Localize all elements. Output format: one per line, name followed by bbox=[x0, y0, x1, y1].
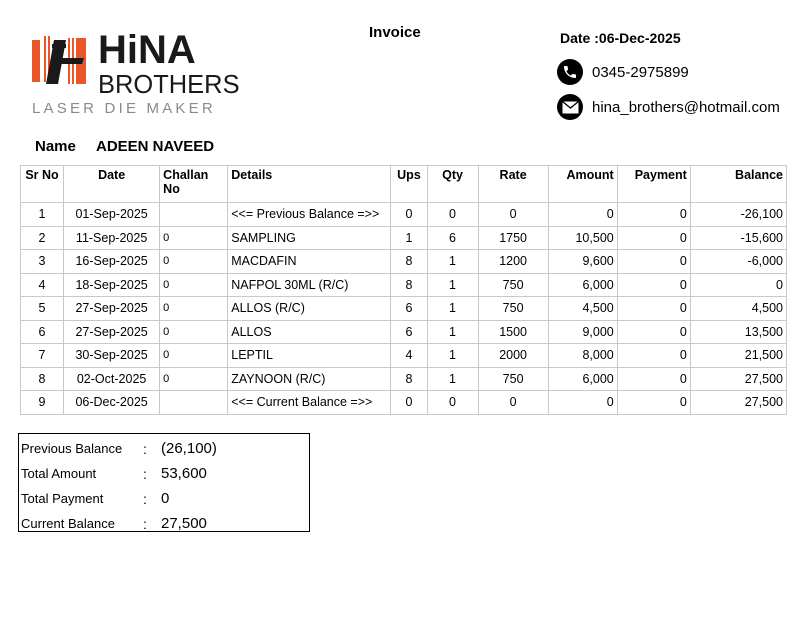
summary-value: 0 bbox=[161, 490, 170, 507]
cell-qty: 1 bbox=[427, 344, 478, 368]
cell-challan-no: 0 bbox=[160, 250, 228, 274]
company-logo bbox=[30, 28, 240, 122]
cell-amount: 8,000 bbox=[548, 344, 617, 368]
date-label: Date : bbox=[560, 30, 599, 46]
cell-details: <<= Current Balance =>> bbox=[228, 391, 391, 415]
cell-balance: 0 bbox=[690, 273, 786, 297]
cell-rate: 1750 bbox=[478, 226, 548, 250]
summary-row bbox=[19, 436, 309, 461]
table-row bbox=[21, 297, 787, 321]
cell-rate: 0 bbox=[478, 391, 548, 415]
cell-rate: 1500 bbox=[478, 320, 548, 344]
cell-rate: 750 bbox=[478, 367, 548, 391]
cell-details: SAMPLING bbox=[228, 226, 391, 250]
cell-payment: 0 bbox=[617, 367, 690, 391]
cell-sr-no: 9 bbox=[21, 391, 64, 415]
balance-summary bbox=[18, 433, 310, 532]
cell-amount: 0 bbox=[548, 203, 617, 227]
cell-details: LEPTIL bbox=[228, 344, 391, 368]
name-label: Name bbox=[35, 138, 76, 155]
cell-rate: 750 bbox=[478, 297, 548, 321]
cell-amount: 9,000 bbox=[548, 320, 617, 344]
cell-amount: 10,500 bbox=[548, 226, 617, 250]
cell-rate: 750 bbox=[478, 273, 548, 297]
customer-name-row bbox=[35, 138, 214, 155]
cell-qty: 6 bbox=[427, 226, 478, 250]
summary-label: Total Amount bbox=[21, 466, 97, 481]
cell-qty: 1 bbox=[427, 367, 478, 391]
cell-ups: 8 bbox=[391, 367, 427, 391]
invoice-date bbox=[560, 30, 681, 46]
cell-date: 01-Sep-2025 bbox=[64, 203, 160, 227]
col-header-rate: Rate bbox=[478, 166, 548, 203]
summary-value: 53,600 bbox=[161, 465, 207, 482]
cell-ups: 6 bbox=[391, 297, 427, 321]
phone-number: 0345-2975899 bbox=[592, 63, 689, 81]
table-row bbox=[21, 367, 787, 391]
summary-value: 27,500 bbox=[161, 515, 207, 532]
summary-label: Current Balance bbox=[21, 516, 115, 531]
cell-challan-no bbox=[160, 203, 228, 227]
summary-label: Total Payment bbox=[21, 491, 104, 506]
cell-challan-no: 0 bbox=[160, 273, 228, 297]
cell-amount: 0 bbox=[548, 391, 617, 415]
col-header-amount: Amount bbox=[548, 166, 617, 203]
cell-payment: 0 bbox=[617, 273, 690, 297]
logo-subtitle: BROTHERS bbox=[98, 69, 240, 99]
summary-row bbox=[19, 461, 309, 486]
cell-sr-no: 8 bbox=[21, 367, 64, 391]
cell-payment: 0 bbox=[617, 297, 690, 321]
cell-balance: 27,500 bbox=[690, 367, 786, 391]
cell-sr-no: 3 bbox=[21, 250, 64, 274]
cell-qty: 0 bbox=[427, 203, 478, 227]
summary-row bbox=[19, 511, 309, 536]
cell-ups: 8 bbox=[391, 250, 427, 274]
logo-title: HiNA bbox=[98, 28, 196, 72]
cell-balance: 13,500 bbox=[690, 320, 786, 344]
cell-rate: 0 bbox=[478, 203, 548, 227]
cell-challan-no: 0 bbox=[160, 344, 228, 368]
phone-contact bbox=[557, 59, 689, 85]
cell-sr-no: 4 bbox=[21, 273, 64, 297]
cell-sr-no: 2 bbox=[21, 226, 64, 250]
col-header-challan-no: Challan No bbox=[160, 166, 228, 203]
table-row bbox=[21, 344, 787, 368]
cell-payment: 0 bbox=[617, 320, 690, 344]
cell-ups: 1 bbox=[391, 226, 427, 250]
document-title: Invoice bbox=[369, 24, 421, 41]
cell-payment: 0 bbox=[617, 391, 690, 415]
cell-challan-no: 0 bbox=[160, 226, 228, 250]
cell-qty: 1 bbox=[427, 250, 478, 274]
cell-date: 11-Sep-2025 bbox=[64, 226, 160, 250]
cell-qty: 1 bbox=[427, 320, 478, 344]
cell-balance: 27,500 bbox=[690, 391, 786, 415]
date-value: 06-Dec-2025 bbox=[598, 30, 681, 46]
cell-date: 16-Sep-2025 bbox=[64, 250, 160, 274]
cell-details: <<= Previous Balance =>> bbox=[228, 203, 391, 227]
cell-amount: 9,600 bbox=[548, 250, 617, 274]
cell-qty: 1 bbox=[427, 297, 478, 321]
cell-balance: 21,500 bbox=[690, 344, 786, 368]
cell-payment: 0 bbox=[617, 226, 690, 250]
col-header-qty: Qty bbox=[427, 166, 478, 203]
cell-challan-no: 0 bbox=[160, 297, 228, 321]
cell-date: 02-Oct-2025 bbox=[64, 367, 160, 391]
cell-details: NAFPOL 30ML (R/C) bbox=[228, 273, 391, 297]
cell-amount: 6,000 bbox=[548, 273, 617, 297]
cell-qty: 0 bbox=[427, 391, 478, 415]
cell-challan-no bbox=[160, 391, 228, 415]
cell-payment: 0 bbox=[617, 203, 690, 227]
summary-colon: : bbox=[143, 490, 147, 507]
cell-ups: 4 bbox=[391, 344, 427, 368]
cell-date: 06-Dec-2025 bbox=[64, 391, 160, 415]
summary-label: Previous Balance bbox=[21, 441, 123, 456]
cell-date: 27-Sep-2025 bbox=[64, 320, 160, 344]
cell-date: 30-Sep-2025 bbox=[64, 344, 160, 368]
col-header-balance: Balance bbox=[690, 166, 786, 203]
logo-mark-icon bbox=[32, 34, 90, 88]
cell-balance: -15,600 bbox=[690, 226, 786, 250]
phone-icon bbox=[557, 59, 583, 85]
envelope-icon bbox=[557, 94, 583, 120]
cell-challan-no: 0 bbox=[160, 320, 228, 344]
cell-details: MACDAFIN bbox=[228, 250, 391, 274]
cell-sr-no: 6 bbox=[21, 320, 64, 344]
col-header-date: Date bbox=[64, 166, 160, 203]
cell-balance: 4,500 bbox=[690, 297, 786, 321]
cell-amount: 4,500 bbox=[548, 297, 617, 321]
summary-colon: : bbox=[143, 515, 147, 532]
table-row bbox=[21, 250, 787, 274]
cell-date: 27-Sep-2025 bbox=[64, 297, 160, 321]
col-header-details: Details bbox=[228, 166, 391, 203]
cell-details: ALLOS (R/C) bbox=[228, 297, 391, 321]
table-row bbox=[21, 226, 787, 250]
cell-sr-no: 7 bbox=[21, 344, 64, 368]
table-row bbox=[21, 391, 787, 415]
col-header-sr-no: Sr No bbox=[21, 166, 64, 203]
table-row bbox=[21, 203, 787, 227]
invoice-table bbox=[20, 165, 787, 415]
table-row bbox=[21, 273, 787, 297]
col-header-ups: Ups bbox=[391, 166, 427, 203]
cell-balance: -6,000 bbox=[690, 250, 786, 274]
cell-details: ALLOS bbox=[228, 320, 391, 344]
summary-colon: : bbox=[143, 440, 147, 457]
email-contact bbox=[557, 94, 780, 120]
customer-name: ADEEN NAVEED bbox=[96, 138, 215, 155]
cell-rate: 1200 bbox=[478, 250, 548, 274]
summary-row bbox=[19, 486, 309, 511]
cell-amount: 6,000 bbox=[548, 367, 617, 391]
cell-challan-no: 0 bbox=[160, 367, 228, 391]
table-header-row bbox=[21, 166, 787, 203]
cell-balance: -26,100 bbox=[690, 203, 786, 227]
logo-tagline: LASER DIE MAKER bbox=[32, 100, 216, 117]
summary-colon: : bbox=[143, 465, 147, 482]
email-address: hina_brothers@hotmail.com bbox=[592, 98, 780, 116]
cell-details: ZAYNOON (R/C) bbox=[228, 367, 391, 391]
col-header-payment: Payment bbox=[617, 166, 690, 203]
cell-ups: 0 bbox=[391, 203, 427, 227]
cell-ups: 6 bbox=[391, 320, 427, 344]
cell-ups: 0 bbox=[391, 391, 427, 415]
cell-payment: 0 bbox=[617, 344, 690, 368]
summary-value: (26,100) bbox=[161, 440, 217, 457]
cell-sr-no: 5 bbox=[21, 297, 64, 321]
cell-payment: 0 bbox=[617, 250, 690, 274]
cell-sr-no: 1 bbox=[21, 203, 64, 227]
cell-rate: 2000 bbox=[478, 344, 548, 368]
table-row bbox=[21, 320, 787, 344]
cell-qty: 1 bbox=[427, 273, 478, 297]
cell-date: 18-Sep-2025 bbox=[64, 273, 160, 297]
cell-ups: 8 bbox=[391, 273, 427, 297]
